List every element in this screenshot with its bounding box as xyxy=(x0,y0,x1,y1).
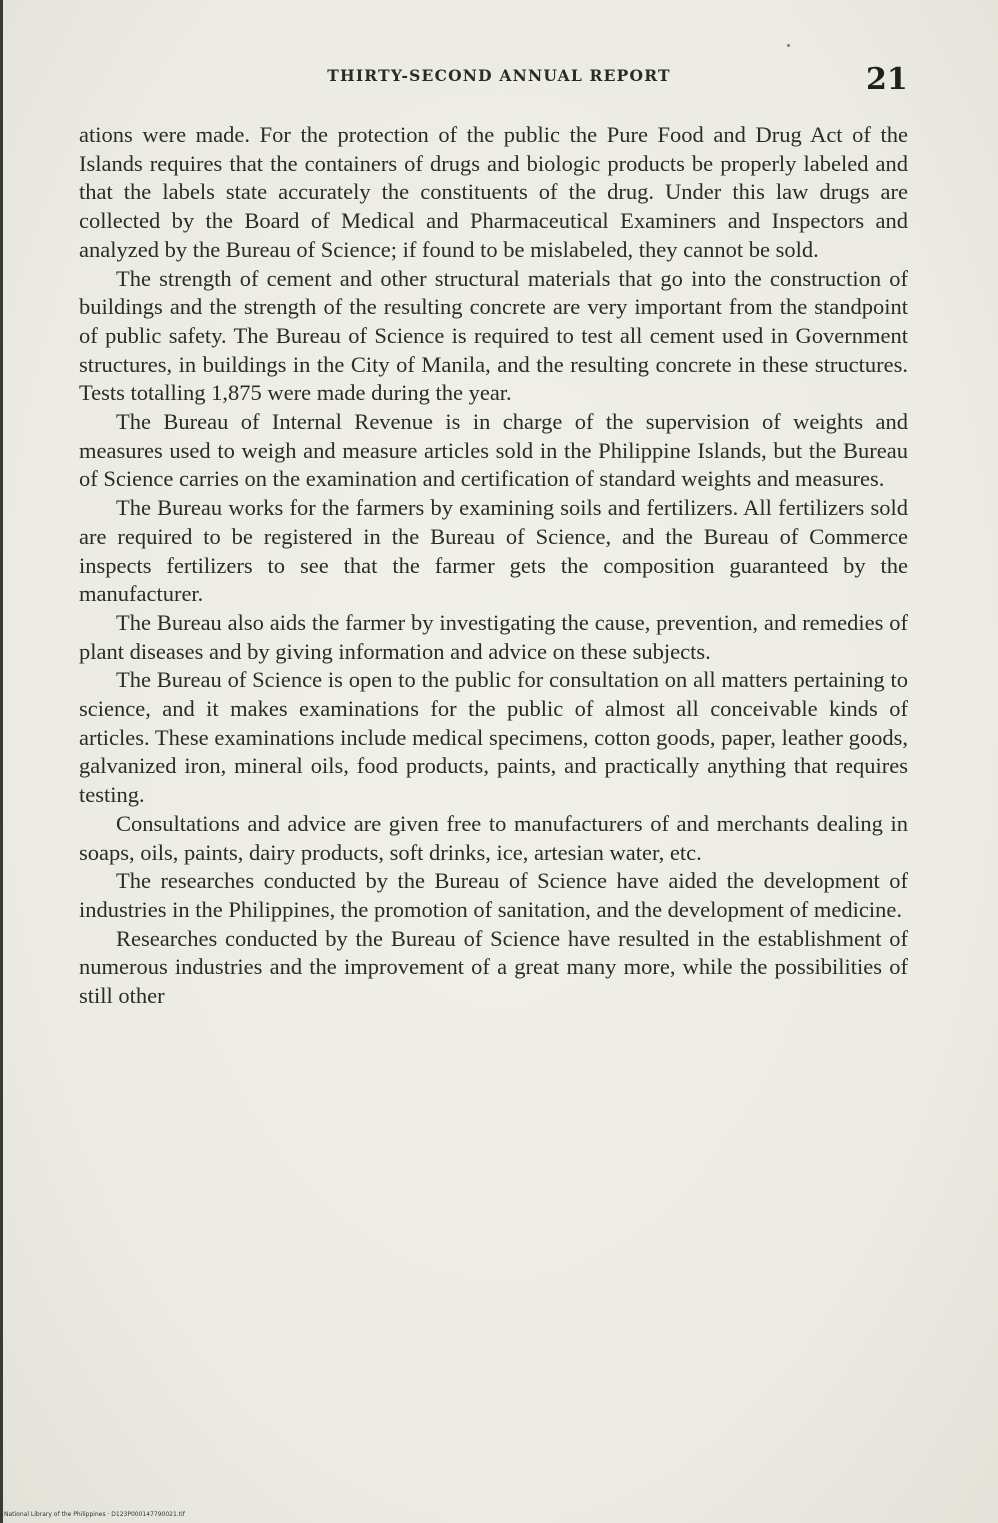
paragraph: Consultations and advice are given free to manufacturers of and merchants dealing in soaps, oils, paints, dairy products, soft drinks, ice, artesian water, etc. xyxy=(79,810,908,865)
paragraph: The Bureau also aids the farmer by investigating the cause, prevention, and remedies of plant diseases and by giving information and advice on these subjects. xyxy=(79,609,908,664)
paragraph: The strength of cement and other structural materials that go into the construction of buildings and the strength of the resulting concrete are very important from the standpoint of public safety. The Bureau of Science is required to test all cement used in Government structures, in buildings in the City of Manila, and the resulting concrete in these structures. Tests totalling 1,875 were made during the year. xyxy=(79,265,908,406)
page-edge-shadow xyxy=(0,0,3,1523)
paragraph: The Bureau of Science is open to the public for consultation on all matters pertaining to science, and it makes examinations for the public of almost all conceivable kinds of articles. These examinations include medical specimens, cotton goods, paper, leather goods, galvanized iron, mineral oils, food products, paints, and practically anything that requires testing. xyxy=(79,667,908,808)
page-number: 21 xyxy=(866,62,908,97)
paragraph: Researches conducted by the Bureau of Science have resulted in the establishment of numerous industries and the improvement of a great many more, while the possibilities of still other xyxy=(79,925,908,1009)
running-header-title: THIRTY-SECOND ANNUAL REPORT xyxy=(327,66,671,85)
scan-speck xyxy=(787,44,790,47)
scan-footer-note: National Library of the Philippines · D123P000147790021.tif xyxy=(4,1511,185,1518)
body-text xyxy=(79,121,908,1011)
paragraph: ations were made. For the protection of the public the Pure Food and Drug Act of the Islands requires that the containers of drugs and biologic products be properly labeled and that the labels state accurately the constituents of the drug. Under this law drugs are collected by the Board of Medical and Pharmaceutical Examiners and Inspectors and analyzed by the Bureau of Science; if found to be mislabeled, they cannot be sold. xyxy=(79,122,908,262)
paragraph: The researches conducted by the Bureau of Science have aided the development of industries in the Philippines, the promotion of sanitation, and the development of medicine. xyxy=(79,868,908,922)
paragraph: The Bureau of Internal Revenue is in charge of the supervision of weights and measures used to weigh and measure articles sold in the Philippine Islands, but the Bureau of Science carries on the examination and certification of standard weights and measures. xyxy=(79,409,908,492)
paragraph: The Bureau works for the farmers by examining soils and fertilizers. All fertilizers sold are required to be registered in the Bureau of Science, and the Bureau of Commerce inspects fertilizers to see that the farmer gets the composition guaranteed by the manufacturer. xyxy=(79,495,908,607)
